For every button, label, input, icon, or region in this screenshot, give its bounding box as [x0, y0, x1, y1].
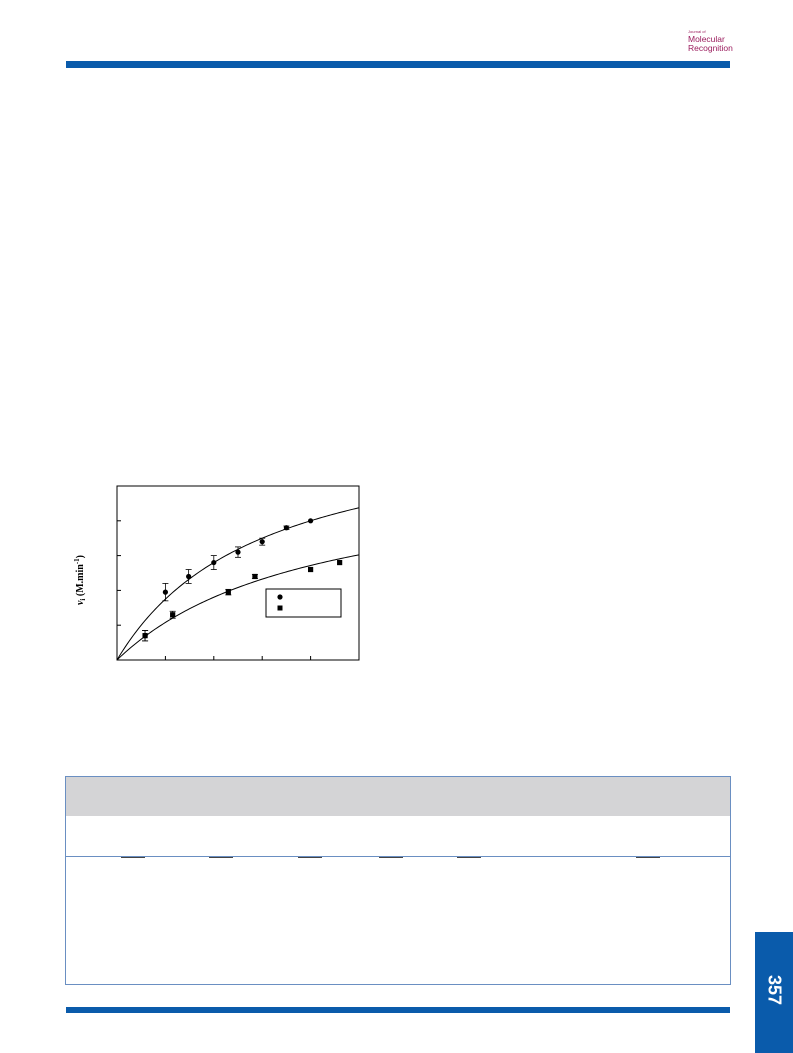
data-point-square: [252, 574, 257, 579]
journal-logo-line2: Recognition: [688, 43, 733, 53]
fit-curves: [117, 508, 359, 660]
table-header-band: [66, 777, 730, 816]
kinetics-chart: [70, 480, 370, 680]
table-column-mark: [379, 857, 403, 858]
legend-marker-circle: [277, 594, 282, 599]
chart-axes: [117, 486, 359, 660]
data-point-circle: [211, 560, 216, 565]
page-number-tab: [755, 932, 793, 1053]
data-point-circle: [163, 590, 168, 595]
journal-logo: [688, 30, 738, 53]
y-axis-label-symbol: v: [75, 600, 86, 606]
fit-curve-1: [117, 508, 359, 660]
data-point-circle: [284, 525, 289, 530]
data-point-square: [337, 560, 342, 565]
table-column-mark: [209, 857, 233, 858]
data-point-square: [142, 633, 147, 638]
y-axis-label-subscript: i: [79, 598, 87, 601]
footer-rule: [66, 1007, 730, 1013]
page-number-wrap: [755, 932, 793, 1053]
data-point-circle: [186, 574, 191, 579]
y-axis-label-exponent: -1: [73, 558, 81, 565]
data-point-circle: [260, 539, 265, 544]
plot-frame: [117, 486, 359, 660]
legend-box: [266, 589, 341, 617]
table-column-mark: [636, 857, 660, 858]
data-points: [142, 518, 342, 641]
data-point-square: [170, 612, 175, 617]
legend-frame: [266, 589, 341, 617]
data-point-circle: [308, 518, 313, 523]
journal-logo-line1: Molecular: [688, 34, 725, 44]
table-column-mark: [457, 857, 481, 858]
data-point-circle: [235, 550, 240, 555]
y-axis-label-unit: (M.min: [75, 564, 86, 599]
data-point-square: [308, 567, 313, 572]
y-axis-label: [73, 555, 87, 605]
table-column-mark: [298, 857, 322, 858]
page-number: 357: [764, 974, 785, 1006]
table-column-mark: [121, 857, 145, 858]
y-axis-label-close: ): [75, 554, 86, 559]
table-frame: [65, 776, 731, 985]
header-rule: [66, 61, 730, 68]
legend-marker-square: [278, 606, 283, 611]
journal-logo-prefix: Journal of: [688, 29, 706, 34]
data-point-square: [226, 590, 231, 595]
